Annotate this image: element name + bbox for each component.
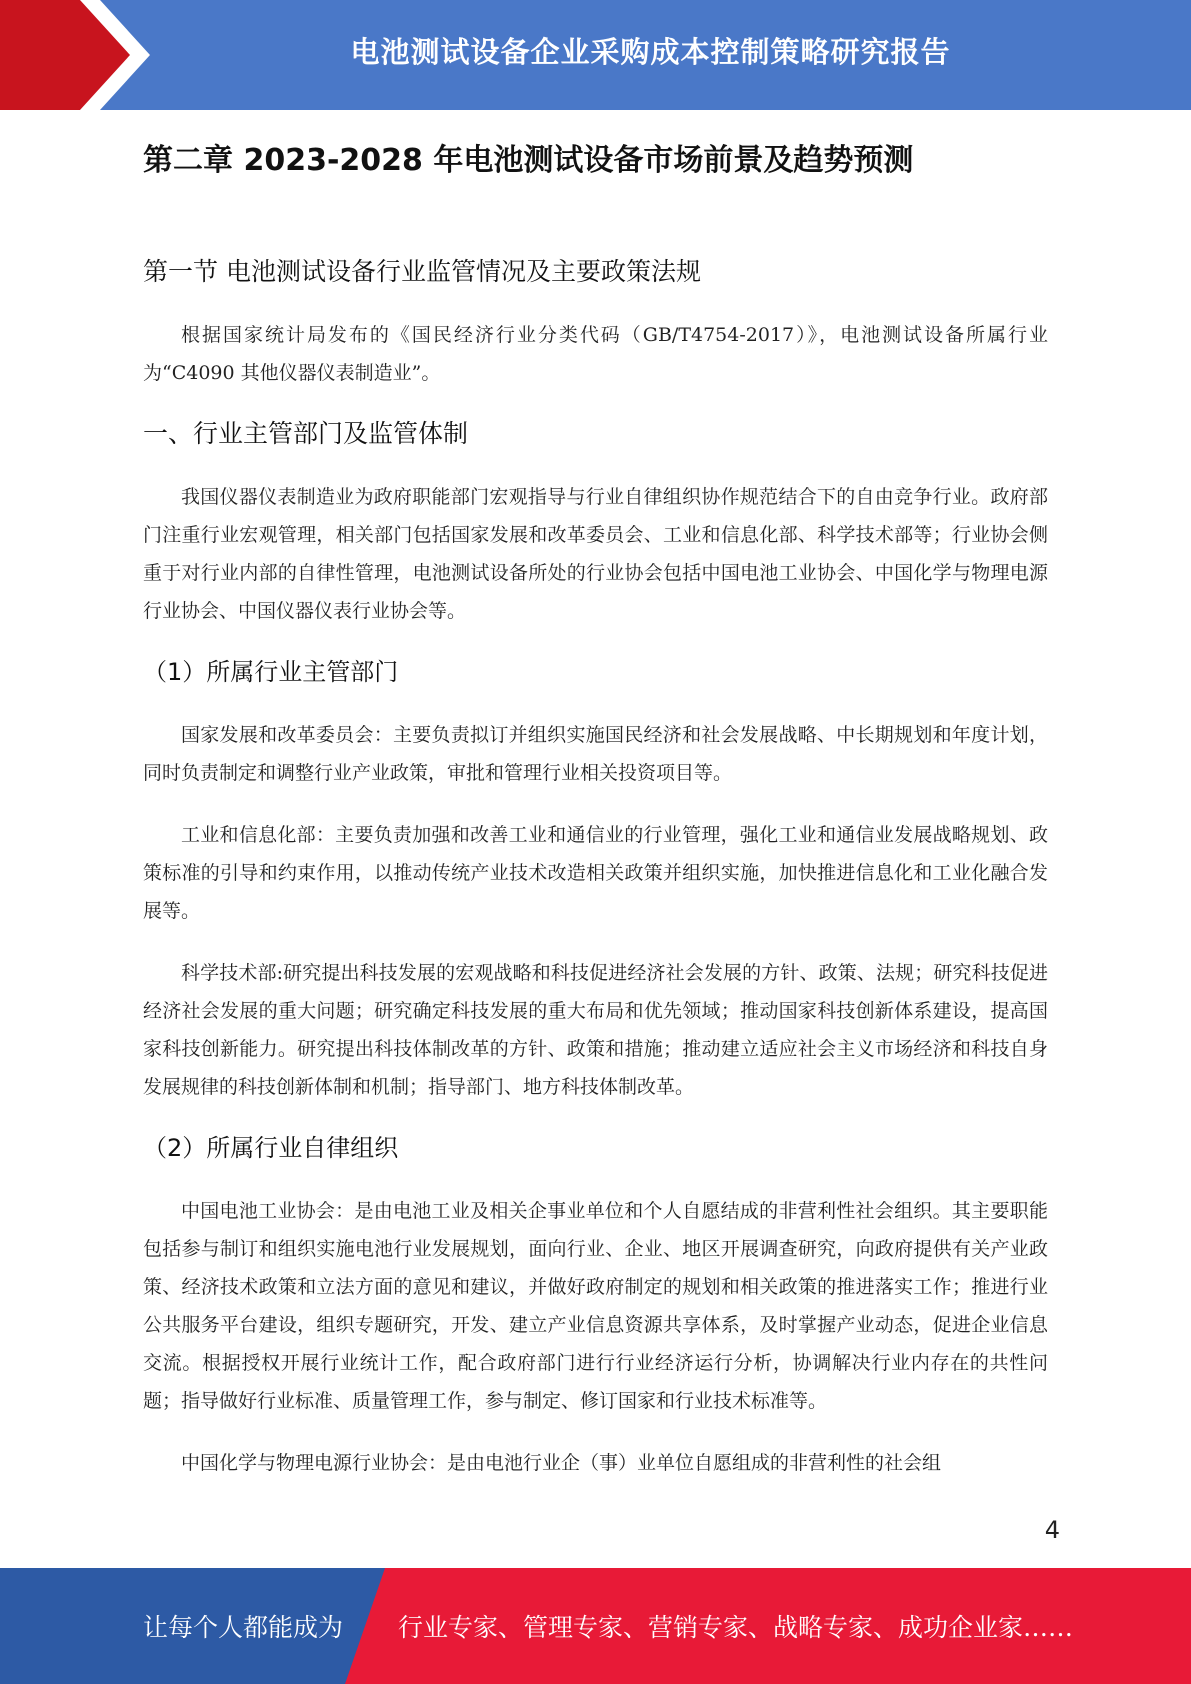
header-red-arrow bbox=[0, 0, 150, 110]
page-header bbox=[0, 0, 1191, 110]
item-title-self-regulatory-orgs: （2）所属行业自律组织 bbox=[143, 1134, 399, 1162]
page-footer bbox=[0, 1568, 1191, 1684]
page-number: 4 bbox=[1044, 1516, 1060, 1544]
intro-paragraph: 根据国家统计局发布的《国民经济行业分类代码（GB/T4754-2017）》，电池测试设备所属行业为“C4090 其他仪器仪表制造业”。 bbox=[143, 324, 1048, 384]
footer-slogan-right: 行业专家、管理专家、营销专家、战略专家、成功企业家…… bbox=[398, 1613, 1074, 1642]
subsection-title: 一、行业主管部门及监管体制 bbox=[143, 419, 469, 448]
chapter-title: 第二章 2023-2028 年电池测试设备市场前景及趋势预测 bbox=[143, 143, 914, 178]
subsection-paragraph: 我国仪器仪表制造业为政府职能部门宏观指导与行业自律组织协作规范结合下的自由竞争行业。政府部门注重行业宏观管理，相关部门包括国家发展和改革委员会、工业和信息化部、科学技术部等；行业协会侧重于对行业内部的自律性管理，电池测试设备所处的行业协会包括中国电池工业协会、中国化学与物理电源行业协会、中国仪器仪表行业协会等。 bbox=[143, 486, 1048, 622]
paragraph-cbia: 中国电池工业协会：是由电池工业及相关企事业单位和个人自愿结成的非营利性社会组织。其主要职能包括参与制订和组织实施电池行业发展规划，面向行业、企业、地区开展调查研究，向政府提供有关产业政策、经济技术政策和立法方面的意见和建议，并做好政府制定的规划和相关政策的推进落实工作；推进行业公共服务平台建设，组织专题研究，开发、建立产业信息资源共享体系，及时掌握产业动态，促进企业信息交流。根据授权开展行业统计工作，配合政府部门进行行业经济运行分析，协调解决行业内存在的共性问题；指导做好行业标准、质量管理工作，参与制定、修订国家和行业技术标准等。 bbox=[143, 1200, 1048, 1412]
paragraph-ndrc: 国家发展和改革委员会：主要负责拟订并组织实施国民经济和社会发展战略、中长期规划和年度计划，同时负责制定和调整行业产业政策，审批和管理行业相关投资项目等。 bbox=[143, 724, 1048, 784]
paragraph-ciaps: 中国化学与物理电源行业协会：是由电池行业企（事）业单位自愿组成的非营利性的社会组 bbox=[181, 1452, 942, 1474]
footer-slogan-left: 让每个人都能成为 bbox=[143, 1613, 344, 1642]
report-title: 电池测试设备企业采购成本控制策略研究报告 bbox=[350, 34, 951, 69]
paragraph-most: 科学技术部:研究提出科技发展的宏观战略和科技促进经济社会发展的方针、政策、法规；研究科技促进经济社会发展的重大问题；研究确定科技发展的重大布局和优先领域；推动国家科技创新体系建设，提高国家科技创新能力。研究提出科技体制改革的方针、政策和措施；推动建立适应社会主义市场经济和科技自身发展规律的科技创新体制和机制；指导部门、地方科技体制改革。 bbox=[143, 962, 1048, 1098]
section-title: 第一节 电池测试设备行业监管情况及主要政策法规 bbox=[143, 257, 701, 286]
item-title-competent-authorities: （1）所属行业主管部门 bbox=[143, 658, 399, 686]
document-body bbox=[143, 138, 1048, 1482]
paragraph-miit: 工业和信息化部：主要负责加强和改善工业和通信业的行业管理，强化工业和通信业发展战略规划、政策标准的引导和约束作用，以推动传统产业技术改造相关政策并组织实施，加快推进信息化和工业化融合发展等。 bbox=[143, 824, 1048, 922]
